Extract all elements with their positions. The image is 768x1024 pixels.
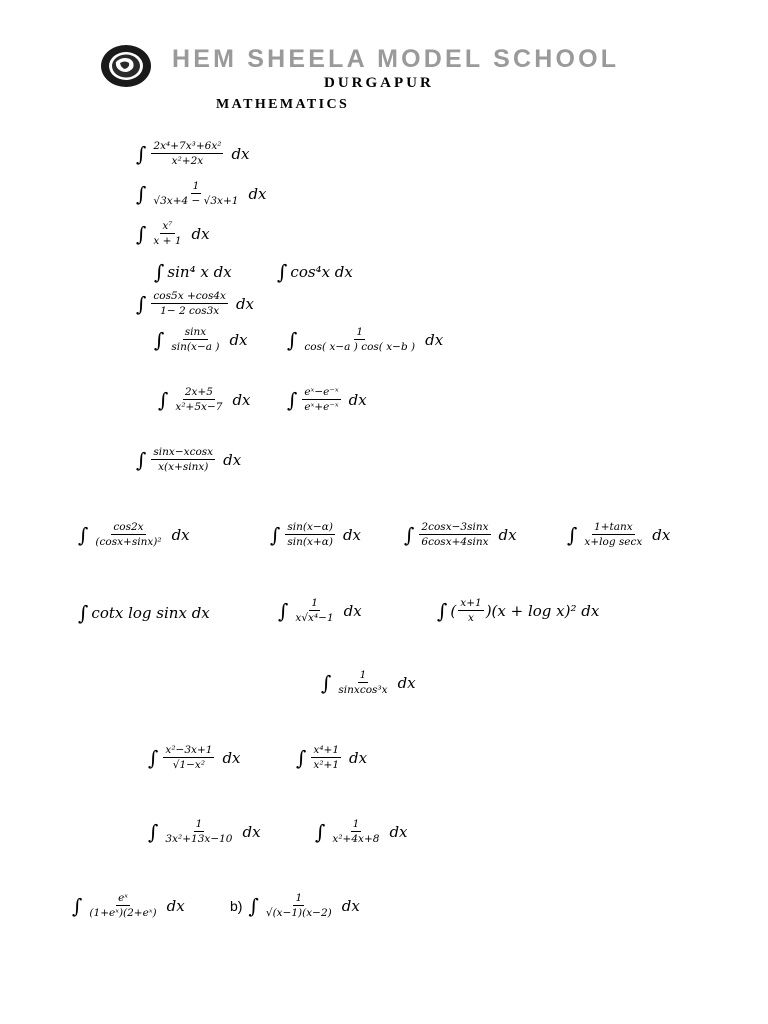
denominator: x + 1	[153, 235, 182, 247]
subject-title: MATHEMATICS	[216, 97, 350, 112]
denominator: √(x−1)(x−2)	[265, 907, 332, 919]
differential: dx	[166, 896, 185, 915]
differential: dx	[349, 748, 368, 767]
differential: dx	[389, 822, 408, 841]
integral-12: ∫ $\frac{\cos 2x}{\text{(cosx+sinx)²}}$ dx	[78, 521, 190, 548]
differential: dx	[223, 450, 242, 469]
numerator: 1	[356, 326, 364, 338]
denominator: x²+4x+8	[332, 833, 380, 845]
integral-2: ∫ $\frac{1}{√3x+4 - √3x+1}$ dx	[136, 180, 267, 207]
integral-15: ∫ $\frac{1+\tan x}{\text{x+log secx}}$ dx	[567, 521, 671, 548]
differential: dx	[498, 525, 517, 544]
integral-6: ∫ $\frac{\cos 5x +\cos 4x}{1- 2 \cos 3x}$ dx	[136, 290, 255, 317]
numerator: 2cosx−3sinx	[421, 521, 489, 533]
part-label: b)	[230, 897, 243, 914]
denominator: x(x+sinx)	[158, 461, 209, 473]
numerator: 1	[311, 597, 318, 609]
numerator: 2x+5	[184, 386, 213, 398]
denominator: x√x⁴−1	[295, 612, 334, 624]
integral-19: ∫ $\frac{1}{\text{sinxcos³x}}$ dx	[321, 669, 416, 696]
numerator: 2x⁴+7x³+6x²	[153, 140, 222, 152]
differential: dx	[231, 144, 250, 163]
differential: dx	[397, 673, 416, 692]
differential: dx	[222, 748, 241, 767]
integral-20: ∫ $\frac{\text{x²−3x+1}}{\text{√1−x²}}$ dx	[148, 744, 241, 771]
integral-24: ∫ $\frac{\text{eˣ}}{\text{(1+eˣ)(2+eˣ)}}$ dx	[72, 892, 185, 919]
differential: dx	[343, 601, 362, 620]
numerator: 1+tanx	[594, 521, 633, 533]
differential: dx	[171, 525, 190, 544]
differential: dx	[348, 390, 367, 409]
differential: dx	[235, 294, 255, 313]
integral-25: b) ∫ $\frac{1}{√(x-1)(x-2)}$ dx	[230, 892, 360, 919]
denominator: (1+eˣ)(2+eˣ)	[89, 907, 157, 919]
denominator: x	[468, 612, 474, 624]
school-logo	[100, 44, 152, 88]
denominator: x²+2x	[171, 155, 204, 167]
differential: dx	[242, 822, 261, 841]
denominator: √3x+4 − √3x+1	[153, 195, 239, 207]
differential: dx	[232, 390, 251, 409]
integral-17: ∫ $\frac{1}{\text{x√x⁴−1}}$ dx	[278, 597, 362, 624]
integral-18: ∫ ( $\frac{x+1}{x}$ )(x + log x)² dx	[437, 597, 600, 624]
numerator: x⁷	[162, 220, 173, 232]
school-city: DURGAPUR	[324, 75, 434, 91]
integral-10: ∫ $\frac{\text{eˣ−e⁻ˣ}}{\text{eˣ+e⁻ˣ}}$ dx	[287, 386, 367, 413]
denominator: cos( x−a ) cos( x−b )	[304, 341, 416, 353]
differential: dx	[229, 330, 248, 349]
denominator: sin(x+α)	[287, 536, 333, 548]
integral-8: ∫ $\frac{1}{\cos( x-a ) \cos( x-b )}$ dx	[287, 326, 444, 353]
integral-23: ∫ $\frac{1}{\text{x²+4x+8}}$ dx	[315, 818, 408, 845]
numerator: 1	[359, 669, 367, 681]
numerator: x⁴+1	[313, 744, 340, 756]
differential: dx	[248, 184, 267, 203]
denominator: eˣ+e⁻ˣ	[304, 401, 339, 413]
integral-11: ∫ $\frac{\sin x-xcosx}{x(x+\sin x)}$ dx	[136, 446, 242, 473]
numerator: sin(x−α)	[287, 521, 333, 533]
integral-tail: )(x + log x)² dx	[485, 601, 600, 620]
differential: dx	[342, 525, 361, 544]
differential: dx	[191, 224, 210, 243]
integral-13: ∫ $\frac{\sin(x-\alpha)}{\sin(x+\alpha)}$ dx	[270, 521, 361, 548]
numerator: 1	[195, 818, 203, 830]
numerator: cos2x	[113, 521, 144, 533]
denominator: (cosx+sinx)²	[95, 536, 162, 548]
integral-22: ∫ $\frac{1}{\text{3x²+13x−10}}$ dx	[148, 818, 261, 845]
numerator: 1	[352, 818, 360, 830]
denominator: x²+1	[313, 759, 340, 771]
numerator: x+1	[460, 597, 482, 609]
denominator: 6cosx+4sinx	[421, 536, 489, 548]
school-name: HEM SHEELA MODEL SCHOOL	[172, 45, 620, 73]
integral-9: ∫ $\frac{2x+5}{\text{x²+5x−7}}$ dx	[158, 386, 251, 413]
integral-4: ∫ sin⁴ x dx	[154, 260, 232, 284]
numerator: sinx	[184, 326, 207, 338]
denominator: 1− 2 cos3x	[160, 305, 220, 317]
denominator: sinxcos³x	[338, 684, 388, 696]
open-paren: (	[450, 601, 457, 620]
school-emblem-globe-icon	[100, 44, 152, 88]
numerator: eˣ−e⁻ˣ	[304, 386, 339, 398]
denominator: x²+5x−7	[175, 401, 223, 413]
denominator: sin(x−a )	[171, 341, 220, 353]
numerator: cos5x +cos4x	[153, 290, 226, 302]
integral-16: ∫ cotx log sinx dx	[78, 601, 210, 625]
integral-21: ∫ $\frac{\text{x⁴+1}}{\text{x²+1}}$ dx	[296, 744, 368, 771]
integral-expression: cotx log sinx dx	[91, 604, 210, 622]
denominator: √1−x²	[172, 759, 206, 771]
integral-3: ∫ $\frac{\text{x⁷}}{x + 1}$ dx	[136, 220, 210, 247]
integral-expression: cos⁴x dx	[290, 263, 353, 281]
denominator: x+log secx	[584, 536, 643, 548]
differential: dx	[341, 896, 360, 915]
numerator: sinx−xcosx	[153, 446, 214, 458]
numerator: 1	[192, 180, 200, 192]
integral-5: ∫ cos⁴x dx	[277, 260, 353, 284]
numerator: 1	[295, 892, 303, 904]
integral-7: ∫ $\frac{\sin x}{\sin(x-a )}$ dx	[154, 326, 248, 353]
integral-expression: sin⁴ x dx	[167, 263, 232, 281]
differential: dx	[425, 330, 444, 349]
integral-14: ∫ $\frac{2\cos x-3\sin x}{6\cos x+4\sin x}$ dx	[404, 521, 517, 548]
numerator: eˣ	[118, 892, 129, 904]
numerator: x²−3x+1	[165, 744, 213, 756]
integral-1: ∫ $\frac{\text{2x⁴+7x³+6x²}}{\text{x²+2x}}$ dx	[136, 140, 250, 167]
denominator: 3x²+13x−10	[165, 833, 233, 845]
differential: dx	[652, 525, 671, 544]
